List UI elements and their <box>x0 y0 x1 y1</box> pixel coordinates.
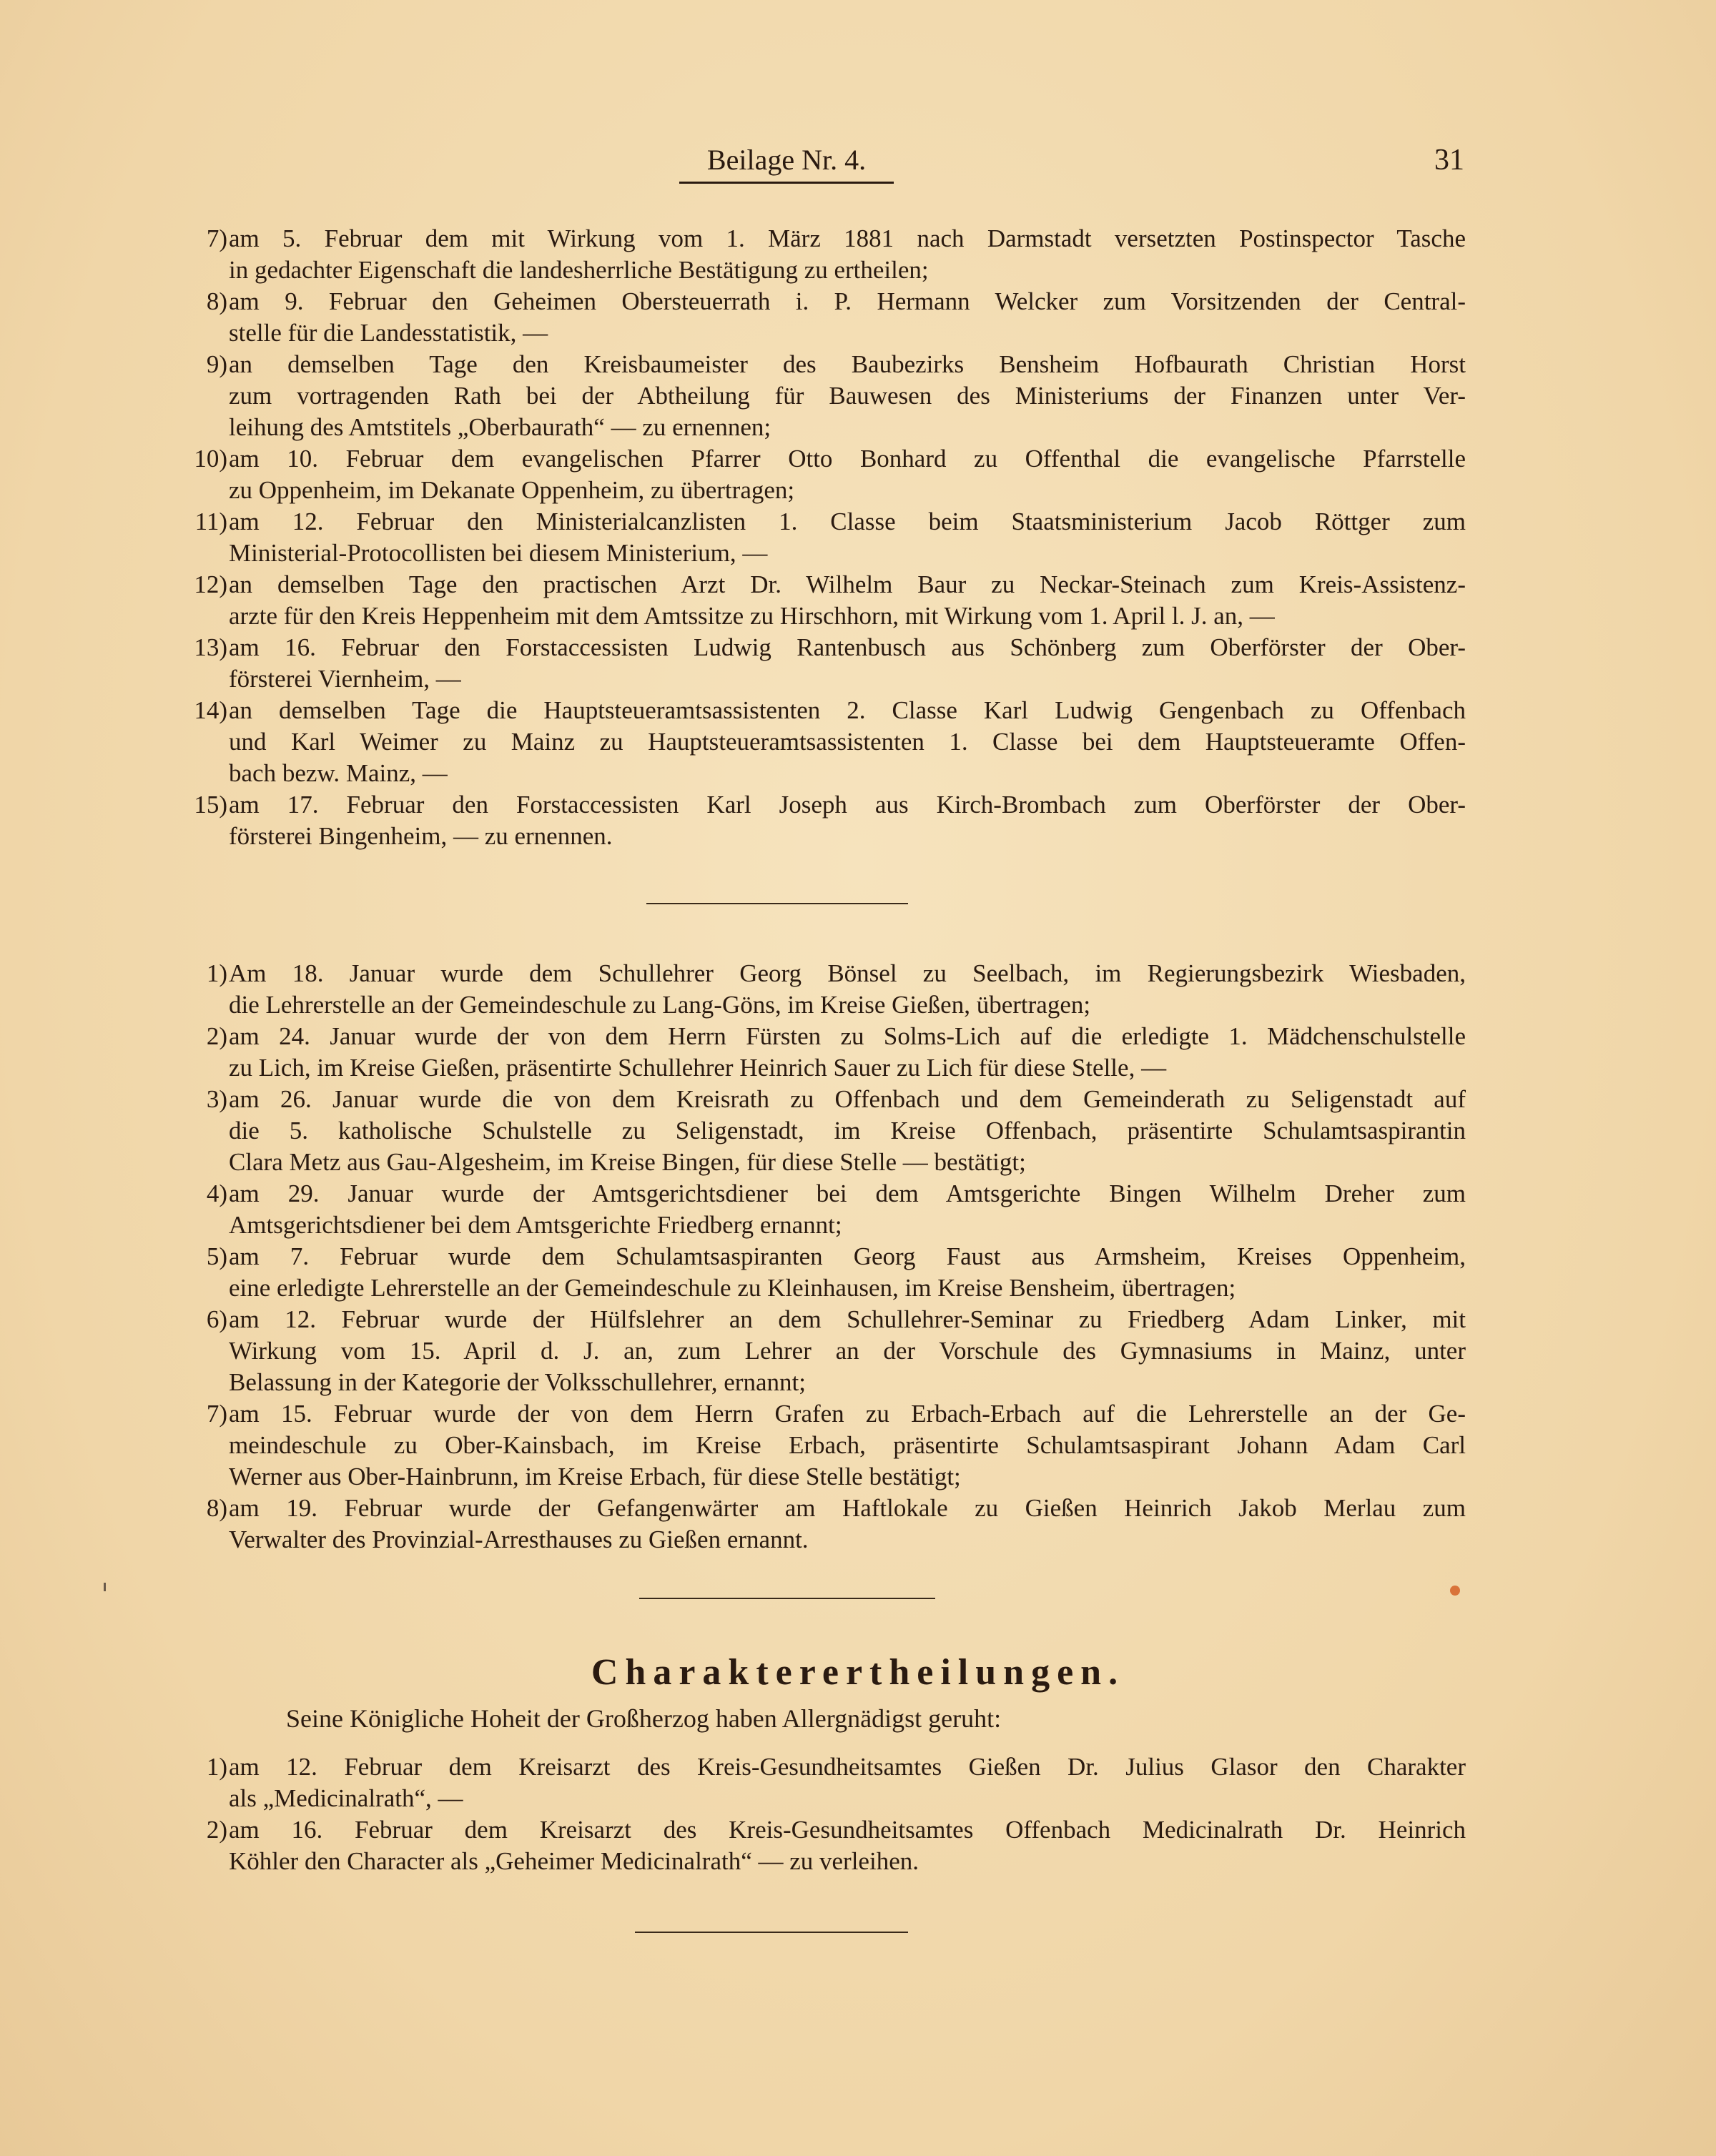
list-item <box>172 1021 1466 1084</box>
text-line: arzte für den Kreis Heppenheim mit dem Amtssitze zu Hirschhorn, mit Wirkung vom 1. April l. J. an, — <box>229 602 1275 630</box>
page-number: 31 <box>1434 144 1464 177</box>
section-divider <box>646 903 908 904</box>
item-number: 3) <box>206 1085 227 1113</box>
list-item <box>172 1241 1466 1304</box>
text-line: am 17. Februar den Forstaccessisten Karl Joseph aus Kirch-Brombach zum Oberförster der Ober- <box>229 791 1466 819</box>
item-number: 10) <box>194 445 227 473</box>
item-number: 9) <box>206 350 227 378</box>
list-item <box>172 223 1466 286</box>
section-heading: Charakterertheilungen. <box>591 1652 1125 1693</box>
supplement-title: Beilage Nr. 4. <box>706 144 867 176</box>
list-item <box>172 789 1466 852</box>
text-line: am 10. Februar dem evangelischen Pfarrer Otto Bonhard zu Offenthal die evangelische Pfarrstelle <box>229 445 1466 473</box>
text-line: eine erledigte Lehrerstelle an der Gemeindeschule zu Kleinhausen, im Kreise Bensheim, übertragen; <box>229 1274 1236 1302</box>
text-line: an demselben Tage die Hauptsteueramtsassistenten 2. Classe Karl Ludwig Gengenbach zu Offenbach <box>229 696 1466 724</box>
text-line: Belassung in der Kategorie der Volksschullehrer, ernannt; <box>229 1368 806 1396</box>
text-line: am 7. Februar wurde dem Schulamtsaspiranten Georg Faust aus Armsheim, Kreises Oppenheim, <box>229 1242 1466 1270</box>
appointments-list <box>172 223 1466 852</box>
item-number: 7) <box>206 224 227 252</box>
item-number: 14) <box>194 696 227 724</box>
school-appointments-list <box>172 958 1466 1556</box>
item-number: 7) <box>206 1400 227 1428</box>
text-line: und Karl Weimer zu Mainz zu Hauptsteueramtsassistenten 1. Classe bei dem Hauptsteueramte Offen- <box>229 728 1466 756</box>
text-line: am 12. Februar den Ministerialcanzlisten 1. Classe beim Staatsministerium Jacob Röttger zum <box>229 508 1466 535</box>
text-line: Am 18. Januar wurde dem Schullehrer Georg Bönsel zu Seelbach, im Regierungsbezirk Wiesbaden, <box>229 959 1466 987</box>
section-intro: Seine Königliche Hoheit der Großherzog haben Allergnädigst geruht: <box>286 1704 1002 1733</box>
text-line: Verwalter des Provinzial-Arresthauses zu Gießen ernannt. <box>229 1525 809 1553</box>
text-line: am 9. Februar den Geheimen Obersteuerrath i. P. Hermann Welcker zum Vorsitzenden der Central- <box>229 287 1466 315</box>
text-line: als „Medicinalrath“, — <box>229 1784 463 1812</box>
list-item <box>172 443 1466 506</box>
text-line: försterei Bingenheim, — zu ernennen. <box>229 822 613 850</box>
list-item <box>172 958 1466 1021</box>
item-number: 5) <box>206 1242 227 1270</box>
text-line: försterei Viernheim, — <box>229 665 461 693</box>
section-divider <box>639 1598 935 1599</box>
list-item <box>172 1398 1466 1493</box>
text-line: am 12. Februar wurde der Hülfslehrer an dem Schullehrer-Seminar zu Friedberg Adam Linker, mit <box>229 1305 1466 1333</box>
text-line: an demselben Tage den Kreisbaumeister des Baubezirks Bensheim Hofbaurath Christian Horst <box>229 350 1466 378</box>
item-number: 1) <box>206 1753 227 1781</box>
section-divider <box>635 1932 908 1933</box>
list-item <box>172 1304 1466 1398</box>
list-item <box>172 286 1466 349</box>
text-line: am 26. Januar wurde die von dem Kreisrath zu Offenbach und dem Gemeinderath zu Seligenstadt auf <box>229 1085 1466 1113</box>
text-line: zu Oppenheim, im Dekanate Oppenheim, zu übertragen; <box>229 476 795 504</box>
text-line: am 5. Februar dem mit Wirkung vom 1. März 1881 nach Darmstadt versetzten Postinspector Tasche <box>229 224 1466 252</box>
scan-spot <box>1450 1586 1460 1596</box>
item-number: 12) <box>194 570 227 598</box>
text-line: Amtsgerichtsdiener bei dem Amtsgerichte Friedberg ernannt; <box>229 1211 842 1239</box>
list-item <box>172 695 1466 789</box>
text-line: Werner aus Ober-Hainbrunn, im Kreise Erbach, für diese Stelle bestätigt; <box>229 1463 961 1490</box>
text-line: am 24. Januar wurde der von dem Herrn Fürsten zu Solms-Lich auf die erledigte 1. Mädchenschulstelle <box>229 1022 1466 1050</box>
item-number: 1) <box>206 959 227 987</box>
item-number: 2) <box>206 1022 227 1050</box>
text-line: an demselben Tage den practischen Arzt Dr. Wilhelm Baur zu Neckar-Steinach zum Kreis-Assistenz- <box>229 570 1466 598</box>
page-header <box>0 143 1716 186</box>
title-underline <box>679 182 894 184</box>
item-number: 8) <box>206 287 227 315</box>
item-number: 2) <box>206 1816 227 1844</box>
item-number: 6) <box>206 1305 227 1333</box>
list-item <box>172 1814 1466 1877</box>
list-item <box>172 1751 1466 1814</box>
list-item <box>172 1084 1466 1178</box>
item-number: 15) <box>194 791 227 819</box>
text-line: Clara Metz aus Gau-Algesheim, im Kreise Bingen, für diese Stelle — bestätigt; <box>229 1148 1026 1176</box>
item-number: 8) <box>206 1494 227 1522</box>
text-line: Wirkung vom 15. April d. J. an, zum Lehrer an der Vorschule des Gymnasiums in Mainz, unter <box>229 1337 1466 1365</box>
text-line: am 12. Februar dem Kreisarzt des Kreis-Gesundheitsamtes Gießen Dr. Julius Glasor den Charakter <box>229 1753 1466 1781</box>
list-item <box>172 506 1466 569</box>
list-item <box>172 569 1466 632</box>
text-line: leihung des Amtstitels „Oberbaurath“ — zu ernennen; <box>229 413 771 441</box>
text-line: bach bezw. Mainz, — <box>229 759 448 787</box>
text-line: Köhler den Character als „Geheimer Medicinalrath“ — zu verleihen. <box>229 1847 919 1875</box>
character-awards-list <box>172 1751 1466 1877</box>
text-line: die Lehrerstelle an der Gemeindeschule zu Lang-Göns, im Kreise Gießen, übertragen; <box>229 991 1091 1019</box>
text-line: am 16. Februar dem Kreisarzt des Kreis-Gesundheitsamtes Offenbach Medicinalrath Dr. Heinrich <box>229 1816 1466 1844</box>
item-number: 11) <box>194 508 227 535</box>
text-line: am 19. Februar wurde der Gefangenwärter am Haftlokale zu Gießen Heinrich Jakob Merlau zum <box>229 1494 1466 1522</box>
list-item <box>172 632 1466 695</box>
text-line: zu Lich, im Kreise Gießen, präsentirte Schullehrer Heinrich Sauer zu Lich für diese Stelle, — <box>229 1054 1167 1082</box>
text-line: am 16. Februar den Forstaccessisten Ludwig Rantenbusch aus Schönberg zum Oberförster der Ober- <box>229 633 1466 661</box>
list-item <box>172 1178 1466 1241</box>
text-line: die 5. katholische Schulstelle zu Seligenstadt, im Kreise Offenbach, präsentirte Schulamtsaspirantin <box>229 1117 1466 1144</box>
text-line: meindeschule zu Ober-Kainsbach, im Kreise Erbach, präsentirte Schulamtsaspirant Johann Adam Carl <box>229 1431 1466 1459</box>
text-line: am 29. Januar wurde der Amtsgerichtsdiener bei dem Amtsgerichte Bingen Wilhelm Dreher zum <box>229 1180 1466 1207</box>
item-number: 13) <box>194 633 227 661</box>
scan-mark <box>104 1583 106 1591</box>
text-line: zum vortragenden Rath bei der Abtheilung für Bauwesen des Ministeriums der Finanzen unter Ver- <box>229 382 1466 410</box>
text-line: Ministerial-Protocollisten bei diesem Ministerium, — <box>229 539 768 567</box>
list-item <box>172 349 1466 443</box>
text-line: stelle für die Landesstatistik, — <box>229 319 548 347</box>
text-line: in gedachter Eigenschaft die landesherrliche Bestätigung zu ertheilen; <box>229 256 929 284</box>
text-line: am 15. Februar wurde der von dem Herrn Grafen zu Erbach-Erbach auf die Lehrerstelle an der Ge- <box>229 1400 1466 1428</box>
list-item <box>172 1493 1466 1556</box>
item-number: 4) <box>206 1180 227 1207</box>
